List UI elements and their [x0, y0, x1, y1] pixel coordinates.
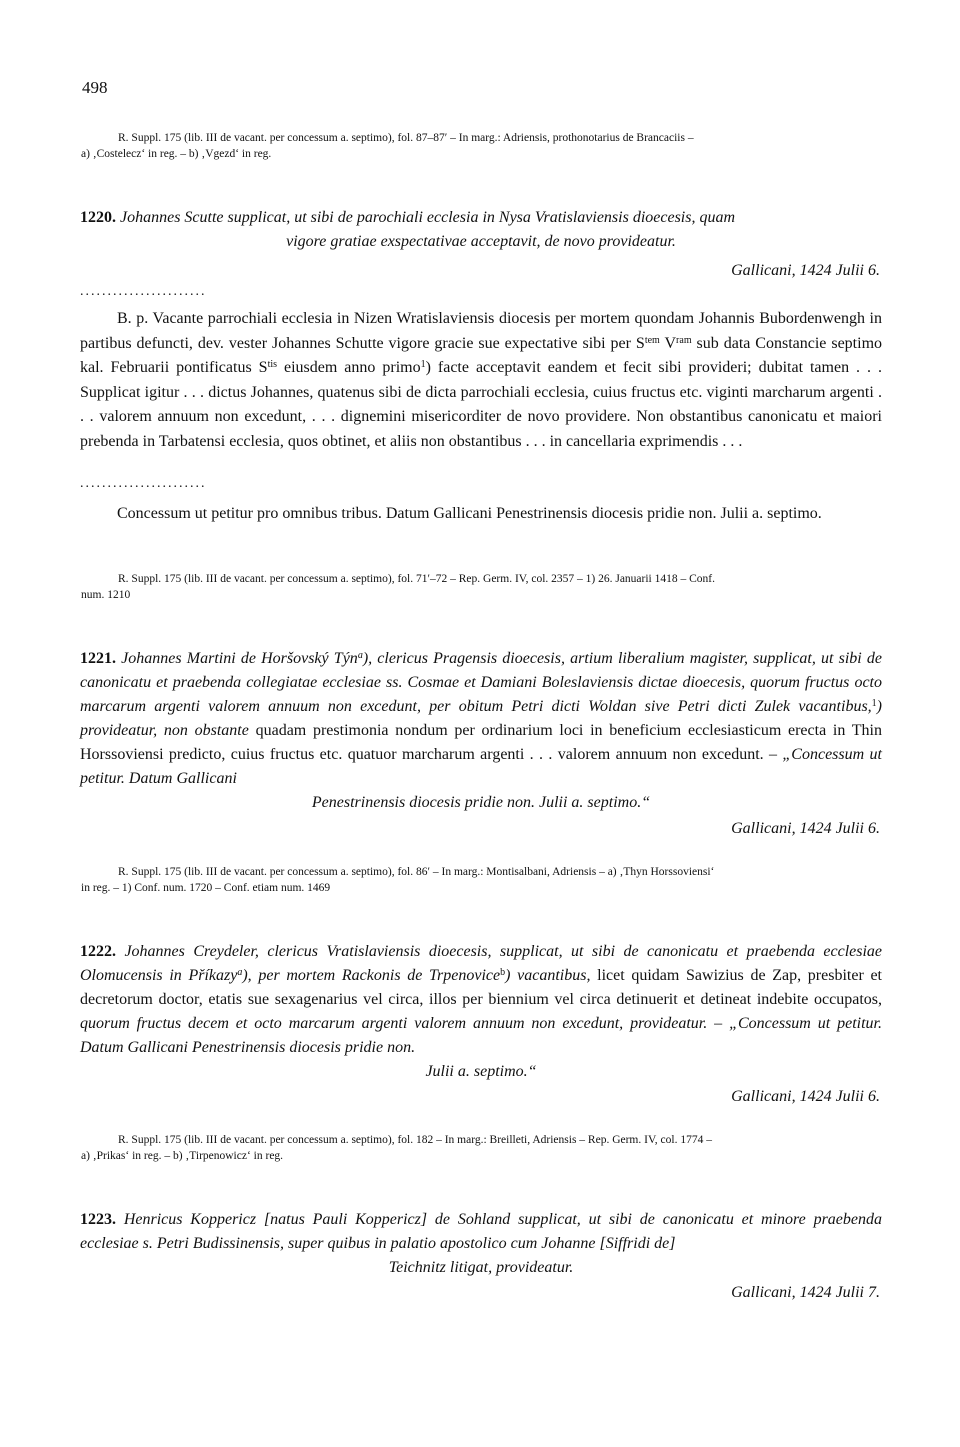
entry-number: 1223.	[80, 1211, 116, 1228]
entry-summary-cont: vigore gratiae exspectativae acceptavit, de novo provideatur.	[286, 233, 676, 250]
footnote-1221	[81, 864, 882, 896]
footnote-1219	[81, 130, 882, 162]
entry-1223: 1223. Henricus Koppericz [natus Pauli Koppericz] de Sohland supplicat, ut sibi de canonicatu et minore praebenda ecclesiae s. Petri Budissinensis, super quibus in palatio apostolico cum Johanne [Siffridi de] Teichnitz litigat, provideatur.	[80, 1211, 883, 1276]
entry-1223-date: Gallicani, 1424 Julii 7.	[731, 1284, 880, 1301]
footnote-line: R. Suppl. 175 (lib. III de vacant. per concessum a. septimo), fol. 182 – In marg.: Breilleti, Adriensis – Rep. Germ. IV, col. 1774 –	[118, 1134, 712, 1146]
entry-1220-date: Gallicani, 1424 Julii 6.	[731, 262, 880, 279]
entry-1220-concessum: Concessum ut petitur pro omnibus tribus. Datum Gallicani Penestrinensis diocesis pridie non. Julii a. septimo.	[117, 505, 822, 522]
entry-1220-heading	[80, 206, 882, 254]
entry-1220-body: B. p. Vacante parrochiali ecclesia in Nizen Wratislaviensis diocesis per mortem quondam Johannis Bubordenwengh in partibus defuncti, dev. vester Johannes Schutte vigore gracie sue expectative sibi per $S^{tem}$ $V^{ram}$ sub data Constancie septimo kal. Februarii pontificatus $S^{tis}$ eiusdem anno primo$^1$) facte acceptavit eandem et fecit sibi provideri; dubitat tamen . . . Supplicat igitur . . . dictus Johannes, quatenus sibi de dicta parrochiali ecclesia, cuius fructus etc. viginti marcharum argenti . . . valorem annuum non excedunt, . . . dignemini misericorditer de novo providere. Non obstantibus canonicatu et maiori prebenda in Tarbatensi ecclesia, quos obtinet, et aliis non obstantibus . . . in cancellaria exprimendis . . .	[80, 310, 883, 450]
entry-number: 1221.	[80, 650, 116, 667]
entry-number: 1220.	[80, 209, 116, 226]
page-number: 498	[82, 78, 108, 97]
ellipsis-dots: .......................	[80, 284, 207, 299]
footnote-line: R. Suppl. 175 (lib. III de vacant. per concessum a. septimo), fol. 86′ – In marg.: Montisalbani, Adriensis – a) ‚Thyn Horssoviensi‘	[118, 866, 715, 878]
footnote-line: a) ‚Costelecz‘ in reg. – b) ‚Vgezd‘ in reg.	[81, 148, 272, 160]
footnote-line: R. Suppl. 175 (lib. III de vacant. per concessum a. septimo), fol. 87–87′ – In marg.: Adriensis, prothonotarius de Brancaciis –	[118, 132, 694, 144]
footnote-line: num. 1210	[81, 589, 131, 601]
footnote-1222	[81, 1132, 882, 1164]
entry-summary: Johannes Scutte supplicat, ut sibi de parochiali ecclesia in Nysa Vratislaviensis dioecesis, quam	[120, 209, 736, 226]
footnote-1220	[81, 571, 882, 603]
entry-number: 1222.	[80, 943, 116, 960]
footnote-line: R. Suppl. 175 (lib. III de vacant. per concessum a. septimo), fol. 71′–72 – Rep. Germ. IV, col. 2357 – 1) 26. Januarii 1418 – Conf.	[118, 573, 716, 585]
entry-1222-date: Gallicani, 1424 Julii 6.	[731, 1088, 880, 1105]
entry-1221-date: Gallicani, 1424 Julii 6.	[731, 820, 880, 837]
footnote-line: a) ‚Prikas‘ in reg. – b) ‚Tirpenowicz‘ in reg.	[81, 1150, 284, 1162]
ellipsis-dots: .......................	[80, 476, 207, 491]
entry-1221: 1221. Johannes Martini de Horšovský Týn$^a$), clericus Pragensis dioecesis, artium liberalium magister, supplicat, ut sibi de canonicatu et praebenda collegiatae ecclesiae ss. Cosmae et Damiani Boleslaviensis dictae dioecesis, quorum fructus octo marcarum argenti valorem annuum non excedunt, per obitum Petri dicti Woldan sive Petri dicti Zulek vacantibus,$^1$) provideatur, non obstante quadam prestimonia nondum per ordinarium loci in beneficium ecclesiasticum erecta in Thin Horssoviensi predicto, cuius fructus etc. quatuor marcharum argenti . . . valorem annuum non excedunt. – „Concessum ut petitur. Datum Gallicani Penestrinensis diocesis pridie non. Julii a. septimo.“	[80, 650, 883, 811]
entry-1222: 1222. Johannes Creydeler, clericus Vratislaviensis dioecesis, supplicat, ut sibi de canonicatu et praebenda ecclesiae Olomucensis in Příkazy$^a$), per mortem Rackonis de Trpenovice$^b$) vacantibus, licet quidam Sawizius de Zap, presbiter et decretorum doctor, etatis sue sexagenarius vel circa, illos per biennium vel circa detinuerit et detineat indebite occupatos, quorum fructus decem et octo marcarum argenti valorem annuum non excedunt, provideatur. – „Concessum ut petitur. Datum Gallicani Penestrinensis diocesis pridie non. Julii a. septimo.“	[80, 943, 883, 1080]
footnote-line: in reg. – 1) Conf. num. 1720 – Conf. etiam num. 1469	[81, 882, 331, 894]
